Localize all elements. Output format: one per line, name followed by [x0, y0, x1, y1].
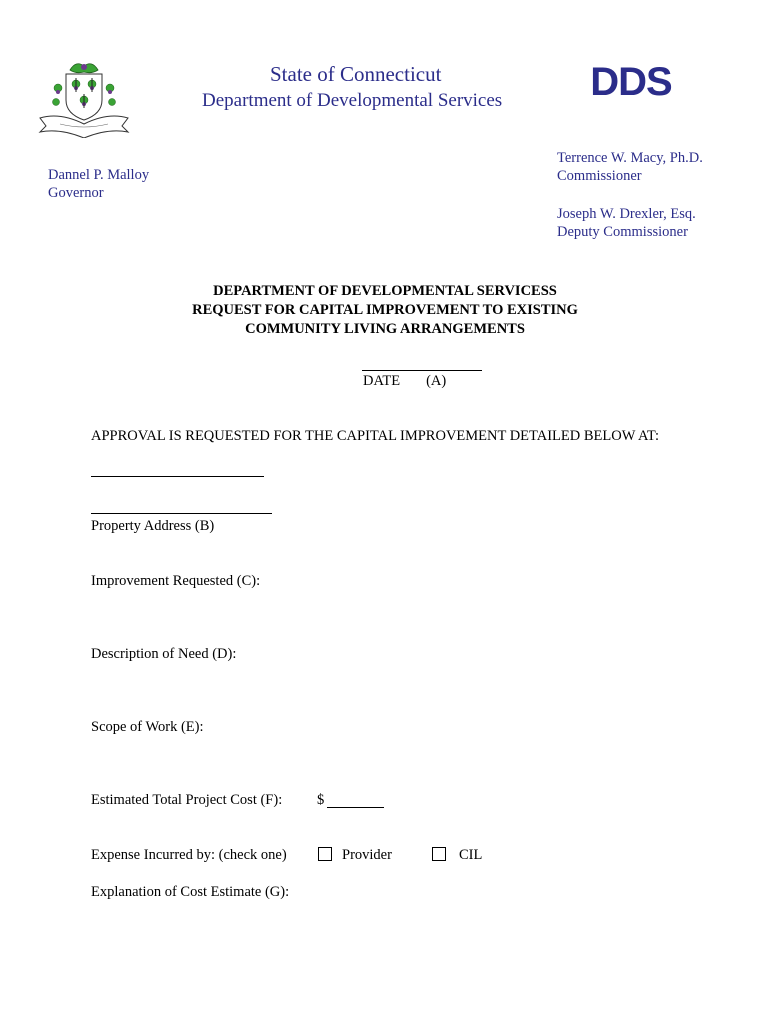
description-of-need-label: Description of Need (D): [91, 646, 237, 662]
form-title-line: COMMUNITY LIVING ARRANGEMENTS [245, 321, 525, 337]
dds-logo [575, 62, 687, 100]
governor-title: Governor [48, 185, 104, 201]
dds-logo-text: DDS [590, 62, 672, 100]
governor-block [48, 166, 149, 202]
currency-symbol: $ [317, 792, 325, 808]
form-title-line: REQUEST FOR CAPITAL IMPROVEMENT TO EXISTING [192, 302, 578, 318]
scope-of-work-label: Scope of Work (E): [91, 719, 204, 735]
property-address-label: Property Address (B) [91, 518, 215, 534]
provider-option-label: Provider [342, 847, 392, 863]
officials-block [557, 149, 703, 241]
improvement-requested-label: Improvement Requested (C): [91, 573, 261, 589]
address-line-1-field[interactable] [91, 476, 264, 477]
state-seal-icon [36, 58, 132, 138]
date-label-text: DATE [363, 373, 401, 389]
commissioner-title: Commissioner [557, 168, 642, 184]
department-title: Department of Developmental Services [202, 90, 503, 111]
deputy-title: Deputy Commissioner [557, 224, 688, 240]
deputy-name: Joseph W. Drexler, Esq. [557, 206, 696, 222]
provider-checkbox[interactable] [318, 847, 332, 861]
estimated-cost-label: Estimated Total Project Cost (F): [91, 792, 283, 808]
cil-option-label: CIL [459, 847, 483, 863]
date-code: (A) [426, 373, 447, 389]
state-title: State of Connecticut [270, 62, 442, 86]
form-title [0, 282, 770, 339]
commissioner-name: Terrence W. Macy, Ph.D. [557, 150, 703, 166]
date-field[interactable] [362, 370, 482, 371]
governor-name: Dannel P. Malloy [48, 167, 150, 183]
cil-checkbox[interactable] [432, 847, 446, 861]
address-line-2-field[interactable] [91, 513, 272, 514]
approval-statement: APPROVAL IS REQUESTED FOR THE CAPITAL IMPROVEMENT DETAILED BELOW AT: [91, 428, 659, 444]
expense-incurred-label: Expense Incurred by: (check one) [91, 847, 287, 863]
date-label [363, 373, 446, 390]
explanation-of-cost-label: Explanation of Cost Estimate (G): [91, 884, 290, 900]
form-title-line: DEPARTMENT OF DEVELOPMENTAL SERVICESS [213, 283, 557, 299]
estimated-cost-field[interactable] [327, 807, 384, 808]
